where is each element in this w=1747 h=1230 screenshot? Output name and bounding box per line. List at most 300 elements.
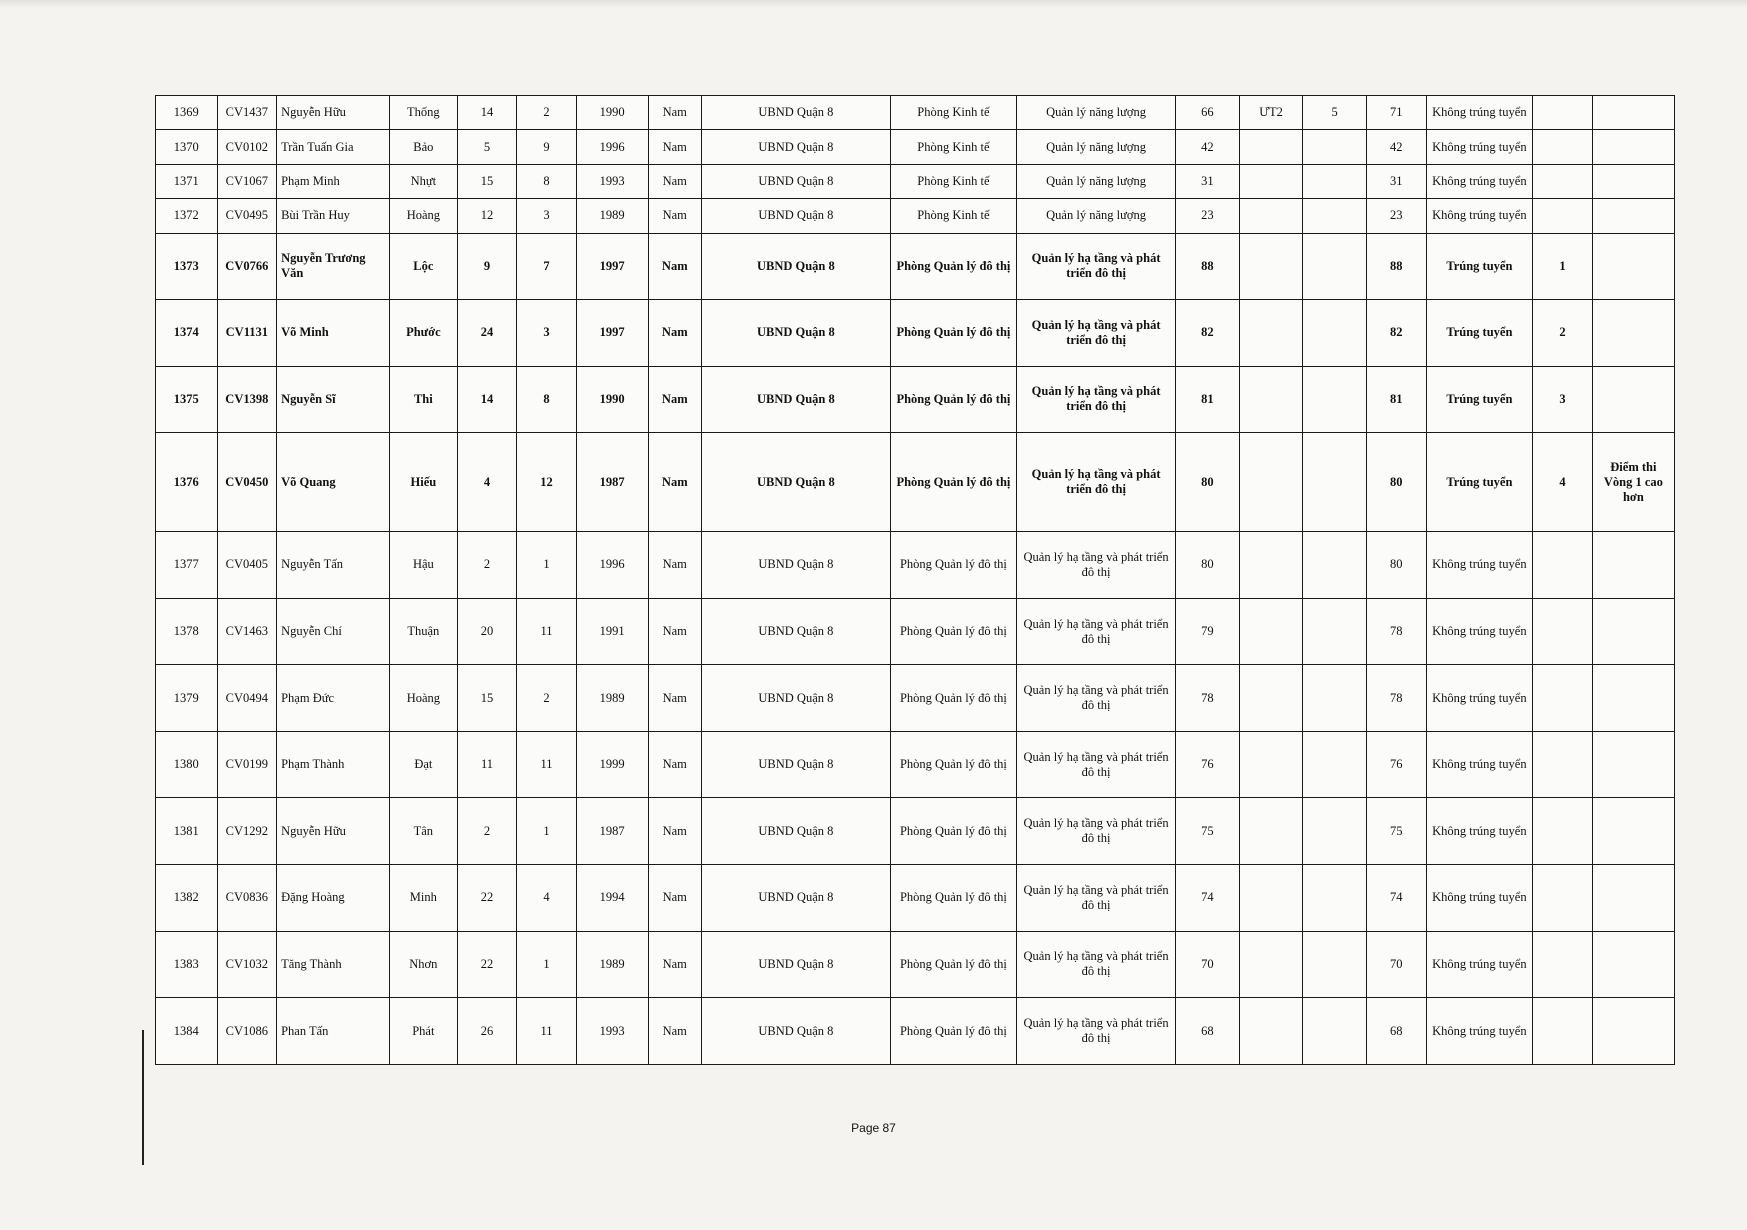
birth-day-cell: 14 [457,96,517,130]
score-cell: 31 [1176,164,1240,198]
stt-cell: 1376 [156,433,218,532]
birth-month-cell: 2 [517,96,577,130]
total-cell: 81 [1366,366,1426,433]
birth-month-cell: 3 [517,199,577,233]
given-name-cell: Thi [389,366,457,433]
gender-cell: Nam [648,366,701,433]
rank-cell [1533,998,1593,1065]
position-cell: Quản lý hạ tầng và phát triển đô thị [1017,433,1176,532]
department-cell: Phòng Quản lý đô thị [890,300,1016,367]
department-cell: Phòng Quản lý đô thị [890,532,1016,599]
note-cell [1592,665,1674,732]
given-name-cell: Nhơn [389,931,457,998]
unit-cell: UBND Quận 8 [701,731,890,798]
priority-points-cell [1303,798,1367,865]
table-row [156,233,1675,300]
table-row [156,366,1675,433]
birth-year-cell: 1997 [576,233,648,300]
rank-cell [1533,598,1593,665]
result-cell: Không trúng tuyển [1426,931,1533,998]
birth-day-cell: 4 [457,433,517,532]
candidate-code-cell: CV0495 [217,199,277,233]
priority-points-cell [1303,366,1367,433]
stt-cell: 1382 [156,865,218,932]
surname-middle-cell: Nguyễn Hữu [277,798,390,865]
result-cell: Không trúng tuyển [1426,164,1533,198]
result-cell: Không trúng tuyển [1426,130,1533,164]
surname-middle-cell: Đặng Hoàng [277,865,390,932]
score-cell: 79 [1176,598,1240,665]
unit-cell: UBND Quận 8 [701,598,890,665]
position-cell: Quản lý năng lượng [1017,96,1176,130]
birth-month-cell: 2 [517,665,577,732]
score-cell: 80 [1176,532,1240,599]
priority-points-cell [1303,233,1367,300]
department-cell: Phòng Quản lý đô thị [890,598,1016,665]
priority-points-cell [1303,130,1367,164]
priority-cell [1239,366,1303,433]
rank-cell [1533,130,1593,164]
total-cell: 80 [1366,433,1426,532]
gender-cell: Nam [648,130,701,164]
note-cell [1592,300,1674,367]
candidate-code-cell: CV1032 [217,931,277,998]
surname-middle-cell: Phạm Minh [277,164,390,198]
result-cell: Không trúng tuyển [1426,865,1533,932]
total-cell: 82 [1366,300,1426,367]
given-name-cell: Bảo [389,130,457,164]
position-cell: Quản lý năng lượng [1017,164,1176,198]
score-cell: 68 [1176,998,1240,1065]
results-table [155,95,1675,1065]
position-cell: Quản lý hạ tầng và phát triển đô thị [1017,598,1176,665]
birth-day-cell: 5 [457,130,517,164]
rank-cell [1533,798,1593,865]
department-cell: Phòng Quản lý đô thị [890,433,1016,532]
birth-year-cell: 1989 [576,199,648,233]
result-cell: Trúng tuyển [1426,233,1533,300]
table-row [156,199,1675,233]
table-row [156,130,1675,164]
priority-cell [1239,931,1303,998]
birth-month-cell: 8 [517,366,577,433]
result-cell: Không trúng tuyển [1426,665,1533,732]
birth-day-cell: 2 [457,798,517,865]
given-name-cell: Đạt [389,731,457,798]
candidate-code-cell: CV1463 [217,598,277,665]
candidate-code-cell: CV1292 [217,798,277,865]
priority-points-cell [1303,199,1367,233]
gender-cell: Nam [648,731,701,798]
given-name-cell: Hoàng [389,665,457,732]
birth-month-cell: 3 [517,300,577,367]
surname-middle-cell: Nguyễn Trương Văn [277,233,390,300]
scan-edge [0,0,1747,8]
unit-cell: UBND Quận 8 [701,433,890,532]
total-cell: 70 [1366,931,1426,998]
department-cell: Phòng Quản lý đô thị [890,798,1016,865]
unit-cell: UBND Quận 8 [701,532,890,599]
table-row [156,998,1675,1065]
candidate-code-cell: CV1131 [217,300,277,367]
birth-day-cell: 20 [457,598,517,665]
rank-cell [1533,731,1593,798]
given-name-cell: Hoàng [389,199,457,233]
score-cell: 66 [1176,96,1240,130]
priority-points-cell [1303,931,1367,998]
surname-middle-cell: Nguyễn Tấn [277,532,390,599]
unit-cell: UBND Quận 8 [701,164,890,198]
candidate-code-cell: CV0494 [217,665,277,732]
priority-cell: ƯT2 [1239,96,1303,130]
table-body [156,96,1675,1065]
birth-month-cell: 8 [517,164,577,198]
table-row [156,598,1675,665]
gender-cell: Nam [648,931,701,998]
total-cell: 23 [1366,199,1426,233]
candidate-code-cell: CV0836 [217,865,277,932]
birth-month-cell: 12 [517,433,577,532]
total-cell: 78 [1366,665,1426,732]
total-cell: 76 [1366,731,1426,798]
note-cell [1592,96,1674,130]
position-cell: Quản lý năng lượng [1017,199,1176,233]
score-cell: 70 [1176,931,1240,998]
stt-cell: 1381 [156,798,218,865]
position-cell: Quản lý hạ tầng và phát triển đô thị [1017,532,1176,599]
birth-year-cell: 1993 [576,164,648,198]
birth-year-cell: 1989 [576,931,648,998]
score-cell: 42 [1176,130,1240,164]
result-cell: Không trúng tuyển [1426,532,1533,599]
birth-day-cell: 11 [457,731,517,798]
priority-cell [1239,164,1303,198]
note-cell [1592,366,1674,433]
score-cell: 75 [1176,798,1240,865]
total-cell: 42 [1366,130,1426,164]
gender-cell: Nam [648,798,701,865]
stt-cell: 1384 [156,998,218,1065]
priority-points-cell [1303,598,1367,665]
birth-day-cell: 9 [457,233,517,300]
priority-points-cell [1303,731,1367,798]
candidate-code-cell: CV1086 [217,998,277,1065]
table-row [156,931,1675,998]
note-cell [1592,731,1674,798]
surname-middle-cell: Nguyễn Sĩ [277,366,390,433]
surname-middle-cell: Nguyễn Hữu [277,96,390,130]
rank-cell: 4 [1533,433,1593,532]
candidate-code-cell: CV0199 [217,731,277,798]
note-cell [1592,164,1674,198]
gender-cell: Nam [648,300,701,367]
total-cell: 68 [1366,998,1426,1065]
birth-year-cell: 1987 [576,798,648,865]
candidate-code-cell: CV0102 [217,130,277,164]
priority-cell [1239,798,1303,865]
given-name-cell: Lộc [389,233,457,300]
total-cell: 31 [1366,164,1426,198]
unit-cell: UBND Quận 8 [701,233,890,300]
priority-points-cell [1303,998,1367,1065]
priority-cell [1239,731,1303,798]
birth-year-cell: 1990 [576,96,648,130]
birth-month-cell: 1 [517,532,577,599]
result-cell: Trúng tuyển [1426,366,1533,433]
department-cell: Phòng Quản lý đô thị [890,865,1016,932]
birth-day-cell: 15 [457,164,517,198]
birth-day-cell: 24 [457,300,517,367]
gender-cell: Nam [648,998,701,1065]
table-row [156,532,1675,599]
priority-cell [1239,532,1303,599]
stt-cell: 1371 [156,164,218,198]
department-cell: Phòng Kinh tế [890,164,1016,198]
given-name-cell: Nhựt [389,164,457,198]
department-cell: Phòng Quản lý đô thị [890,931,1016,998]
given-name-cell: Phát [389,998,457,1065]
result-cell: Không trúng tuyển [1426,998,1533,1065]
birth-year-cell: 1991 [576,598,648,665]
unit-cell: UBND Quận 8 [701,865,890,932]
priority-cell [1239,598,1303,665]
unit-cell: UBND Quận 8 [701,96,890,130]
priority-points-cell [1303,665,1367,732]
rank-cell: 2 [1533,300,1593,367]
note-cell: Điểm thi Vòng 1 cao hơn [1592,433,1674,532]
unit-cell: UBND Quận 8 [701,665,890,732]
birth-year-cell: 1996 [576,532,648,599]
gender-cell: Nam [648,865,701,932]
rank-cell [1533,532,1593,599]
result-cell: Trúng tuyển [1426,433,1533,532]
candidate-code-cell: CV1398 [217,366,277,433]
result-cell: Không trúng tuyển [1426,199,1533,233]
table-row [156,96,1675,130]
priority-cell [1239,665,1303,732]
margin-rule [142,1030,144,1165]
table-row [156,731,1675,798]
candidate-code-cell: CV1067 [217,164,277,198]
note-cell [1592,130,1674,164]
total-cell: 80 [1366,532,1426,599]
stt-cell: 1375 [156,366,218,433]
birth-year-cell: 1989 [576,665,648,732]
gender-cell: Nam [648,199,701,233]
unit-cell: UBND Quận 8 [701,130,890,164]
rank-cell: 1 [1533,233,1593,300]
unit-cell: UBND Quận 8 [701,366,890,433]
note-cell [1592,798,1674,865]
note-cell [1592,865,1674,932]
given-name-cell: Thống [389,96,457,130]
score-cell: 76 [1176,731,1240,798]
department-cell: Phòng Kinh tế [890,96,1016,130]
priority-points-cell [1303,164,1367,198]
birth-month-cell: 1 [517,798,577,865]
page-number: Page 87 [851,1121,896,1135]
unit-cell: UBND Quận 8 [701,199,890,233]
note-cell [1592,532,1674,599]
department-cell: Phòng Quản lý đô thị [890,233,1016,300]
stt-cell: 1379 [156,665,218,732]
note-cell [1592,233,1674,300]
total-cell: 88 [1366,233,1426,300]
priority-cell [1239,300,1303,367]
position-cell: Quản lý hạ tầng và phát triển đô thị [1017,798,1176,865]
table-row [156,164,1675,198]
unit-cell: UBND Quận 8 [701,798,890,865]
position-cell: Quản lý hạ tầng và phát triển đô thị [1017,233,1176,300]
stt-cell: 1373 [156,233,218,300]
given-name-cell: Minh [389,865,457,932]
birth-day-cell: 26 [457,998,517,1065]
rank-cell [1533,164,1593,198]
birth-day-cell: 12 [457,199,517,233]
surname-middle-cell: Tăng Thành [277,931,390,998]
department-cell: Phòng Quản lý đô thị [890,366,1016,433]
candidate-code-cell: CV0766 [217,233,277,300]
birth-year-cell: 1990 [576,366,648,433]
surname-middle-cell: Phạm Đức [277,665,390,732]
score-cell: 88 [1176,233,1240,300]
table-row [156,865,1675,932]
candidate-code-cell: CV0450 [217,433,277,532]
score-cell: 78 [1176,665,1240,732]
unit-cell: UBND Quận 8 [701,998,890,1065]
gender-cell: Nam [648,233,701,300]
stt-cell: 1377 [156,532,218,599]
birth-day-cell: 22 [457,931,517,998]
stt-cell: 1383 [156,931,218,998]
surname-middle-cell: Võ Minh [277,300,390,367]
stt-cell: 1380 [156,731,218,798]
position-cell: Quản lý hạ tầng và phát triển đô thị [1017,366,1176,433]
result-cell: Không trúng tuyển [1426,96,1533,130]
birth-month-cell: 11 [517,731,577,798]
birth-day-cell: 15 [457,665,517,732]
score-cell: 82 [1176,300,1240,367]
stt-cell: 1372 [156,199,218,233]
priority-cell [1239,233,1303,300]
birth-year-cell: 1997 [576,300,648,367]
surname-middle-cell: Nguyễn Chí [277,598,390,665]
note-cell [1592,199,1674,233]
note-cell [1592,931,1674,998]
birth-month-cell: 11 [517,598,577,665]
note-cell [1592,598,1674,665]
rank-cell: 3 [1533,366,1593,433]
priority-cell [1239,199,1303,233]
birth-month-cell: 1 [517,931,577,998]
rank-cell [1533,931,1593,998]
position-cell: Quản lý hạ tầng và phát triển đô thị [1017,865,1176,932]
department-cell: Phòng Quản lý đô thị [890,998,1016,1065]
birth-day-cell: 22 [457,865,517,932]
birth-month-cell: 11 [517,998,577,1065]
stt-cell: 1374 [156,300,218,367]
stt-cell: 1378 [156,598,218,665]
department-cell: Phòng Kinh tế [890,199,1016,233]
department-cell: Phòng Quản lý đô thị [890,731,1016,798]
gender-cell: Nam [648,164,701,198]
priority-cell [1239,865,1303,932]
priority-cell [1239,433,1303,532]
birth-month-cell: 4 [517,865,577,932]
score-cell: 81 [1176,366,1240,433]
priority-cell [1239,998,1303,1065]
given-name-cell: Thuận [389,598,457,665]
surname-middle-cell: Phạm Thành [277,731,390,798]
rank-cell [1533,96,1593,130]
surname-middle-cell: Phan Tấn [277,998,390,1065]
birth-year-cell: 1999 [576,731,648,798]
position-cell: Quản lý năng lượng [1017,130,1176,164]
score-cell: 74 [1176,865,1240,932]
birth-month-cell: 9 [517,130,577,164]
priority-points-cell [1303,300,1367,367]
birth-year-cell: 1993 [576,998,648,1065]
total-cell: 78 [1366,598,1426,665]
gender-cell: Nam [648,433,701,532]
birth-day-cell: 14 [457,366,517,433]
gender-cell: Nam [648,598,701,665]
priority-points-cell [1303,532,1367,599]
note-cell [1592,998,1674,1065]
rank-cell [1533,865,1593,932]
total-cell: 74 [1366,865,1426,932]
given-name-cell: Phước [389,300,457,367]
unit-cell: UBND Quận 8 [701,931,890,998]
position-cell: Quản lý hạ tầng và phát triển đô thị [1017,731,1176,798]
given-name-cell: Hậu [389,532,457,599]
given-name-cell: Tân [389,798,457,865]
result-cell: Không trúng tuyển [1426,798,1533,865]
total-cell: 71 [1366,96,1426,130]
birth-year-cell: 1987 [576,433,648,532]
birth-day-cell: 2 [457,532,517,599]
candidate-code-cell: CV1437 [217,96,277,130]
table-row [156,665,1675,732]
rank-cell [1533,665,1593,732]
position-cell: Quản lý hạ tầng và phát triển đô thị [1017,931,1176,998]
position-cell: Quản lý hạ tầng và phát triển đô thị [1017,665,1176,732]
stt-cell: 1370 [156,130,218,164]
result-cell: Không trúng tuyển [1426,731,1533,798]
priority-points-cell [1303,433,1367,532]
gender-cell: Nam [648,532,701,599]
priority-points-cell [1303,865,1367,932]
surname-middle-cell: Võ Quang [277,433,390,532]
priority-points-cell: 5 [1303,96,1367,130]
total-cell: 75 [1366,798,1426,865]
result-cell: Trúng tuyển [1426,300,1533,367]
score-cell: 80 [1176,433,1240,532]
stt-cell: 1369 [156,96,218,130]
birth-month-cell: 7 [517,233,577,300]
department-cell: Phòng Kinh tế [890,130,1016,164]
birth-year-cell: 1994 [576,865,648,932]
surname-middle-cell: Trần Tuấn Gia [277,130,390,164]
department-cell: Phòng Quản lý đô thị [890,665,1016,732]
position-cell: Quản lý hạ tầng và phát triển đô thị [1017,998,1176,1065]
given-name-cell: Hiếu [389,433,457,532]
table-row [156,433,1675,532]
gender-cell: Nam [648,96,701,130]
result-cell: Không trúng tuyển [1426,598,1533,665]
surname-middle-cell: Bùi Trần Huy [277,199,390,233]
candidate-code-cell: CV0405 [217,532,277,599]
